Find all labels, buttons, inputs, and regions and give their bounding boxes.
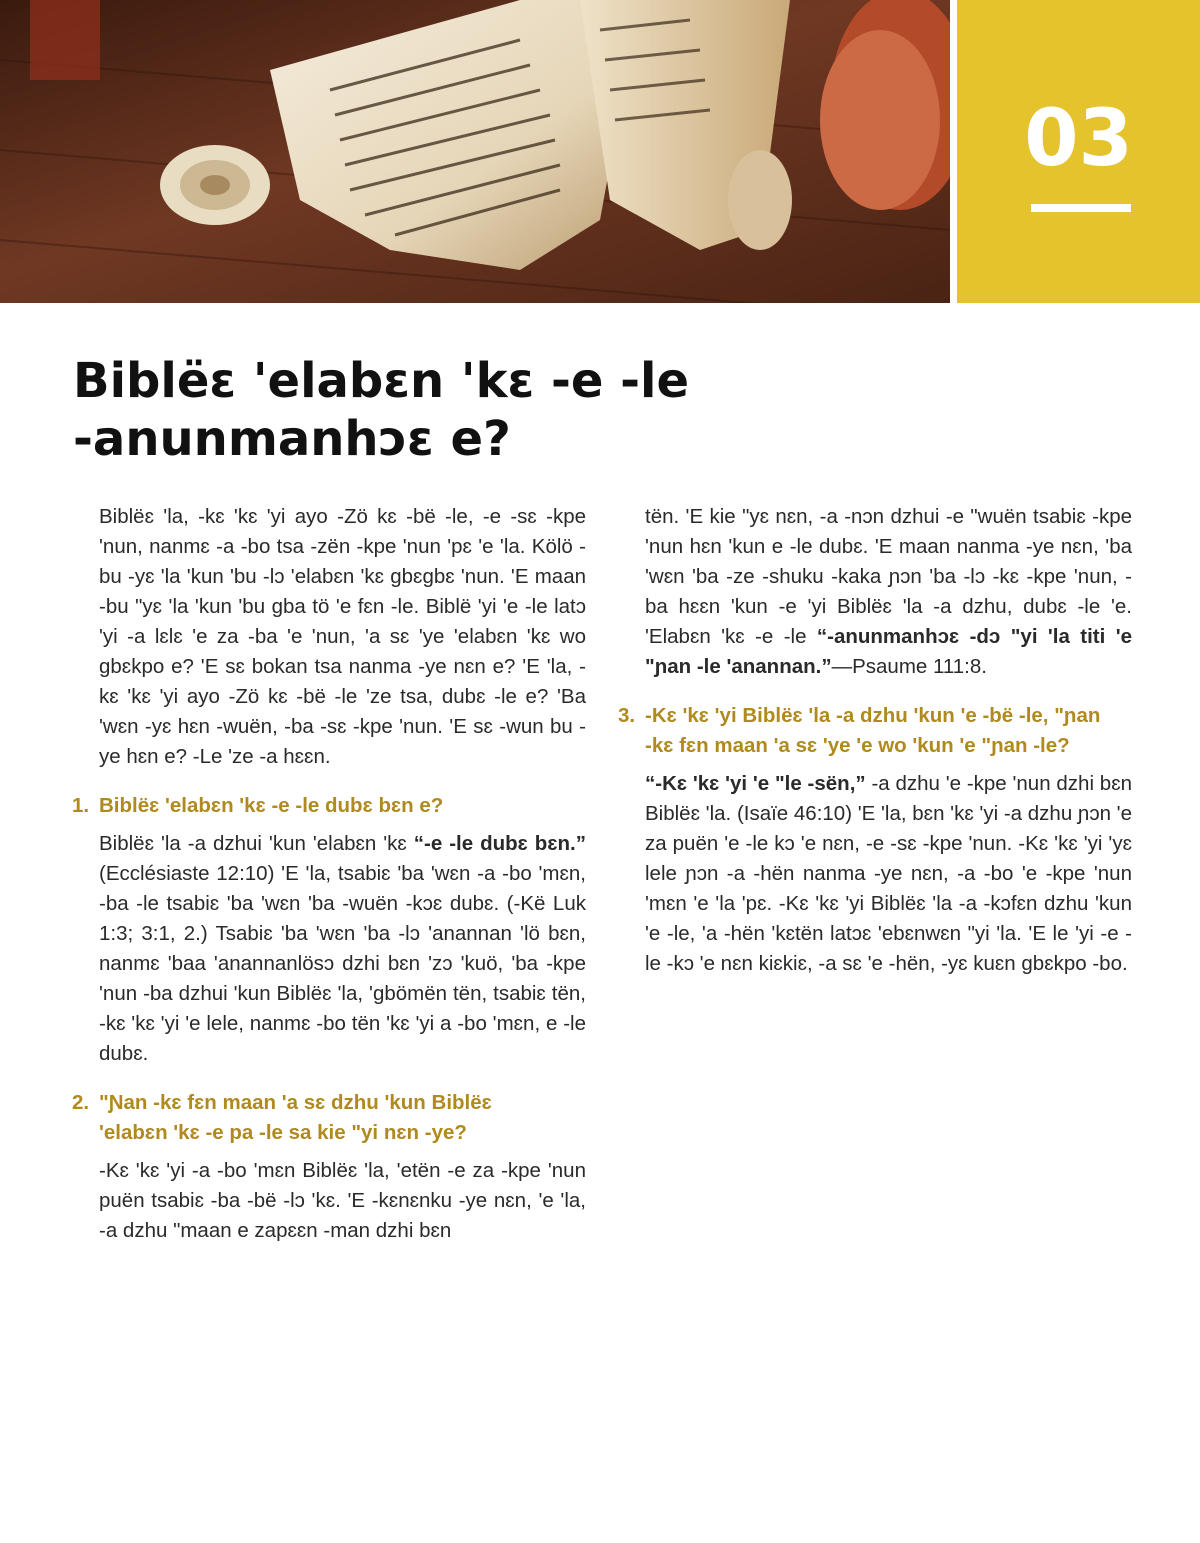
question-3-line-1: -Kɛ 'kɛ 'yi Biblëɛ 'la -a dzhu 'kun 'e -bë -le, "ɲan	[645, 704, 1101, 727]
question-1-number: 1.	[72, 794, 90, 817]
answer-1-quote: “-e -le dubɛ bɛn.”	[413, 832, 586, 855]
answer-2-quote: “-anunmanhɔɛ -dɔ "yi 'la titi 'e "ɲan -le 'anannan.”	[645, 625, 1132, 678]
answer-2-cont: tën. 'E kie "yɛ nɛn, -a -nɔn dzhui -e "wuën tsabiɛ -kpe 'nun hɛn 'kun e -le dubɛ. 'E maan nanma -ye nɛn, 'ba 'wɛn 'ba -ze -shuku -kaka ɲɔn 'ba -lɔ -kɛ -kpe 'nun, -ba hɛɛn 'kun -e 'yi Biblëɛ 'la -a dzhu, dubɛ -le 'e. 'Elabɛn 'kɛ -e -le	[645, 505, 1132, 648]
question-3	[618, 701, 1132, 761]
intro-paragraph: Biblëɛ 'la, -kɛ 'kɛ 'yi ayo -Zö kɛ -bë -le, -e -sɛ -kpe 'nun, nanmɛ -a -bo tsa -zën -kpe 'nun 'pɛ 'e 'la. Kölö -bu -yɛ 'la 'kun 'bu -lɔ 'elabɛn 'kɛ gbɛgbɛ 'nun. 'E maan -bu "yɛ 'la 'kun 'bu gba tö 'e fɛn -le. Biblë 'yi 'e -le latɔ 'yi -a lɛlɛ 'e za -ba 'e 'nun, 'a sɛ 'ye 'elabɛn 'kɛ wo gbɛkpo e? 'E sɛ bokan tsa nanma -ye nɛn e? 'E 'la, -kɛ 'kɛ 'yi ayo -Zö kɛ -bë -le 'ze tsa, dubɛ -le e? 'Ba 'wɛn -yɛ hɛn -wuën, -ba -sɛ -kpe 'nun. 'E sɛ -wun bu -ye hɛn e? -Le 'ze -a hɛɛn.	[99, 505, 586, 768]
question-2-line-2: 'elabɛn 'kɛ -e pa -le sa kie "yi nɛn -ye?	[99, 1121, 467, 1144]
answer-1-pre: Biblëɛ 'la -a dzhui 'kun 'elabɛn 'kɛ	[99, 832, 414, 855]
chapter-underline	[1031, 204, 1131, 212]
answer-1	[99, 829, 586, 1069]
scroll-image	[0, 0, 950, 303]
chapter-number: 03	[1024, 94, 1133, 184]
title-line-1: Biblëɛ 'elabɛn 'kɛ -e -le	[73, 353, 690, 409]
question-1	[72, 791, 586, 821]
question-2	[72, 1088, 586, 1148]
question-3-number: 3.	[618, 704, 636, 727]
answer-3-post: -a dzhu 'e -kpe 'nun dzhi bɛn Biblëɛ 'la. (Isaïe 46:10) 'E 'la, bɛn 'kɛ 'yi -a dzhu ɲɔn 'e za puën 'e -le kɔ 'e nɛn, -e -sɛ -kpe 'nun. -Kɛ 'kɛ 'yi 'yɛ lele ɲɔn -a -hën nanma -ye nɛn, -a -bo 'e -kpe 'nun 'mɛn 'e 'la 'pɛ. -Kɛ 'kɛ 'yi Biblëɛ 'la -a -kɔfɛn dzhu 'kun 'e -le, 'a -hën 'kɛtën latɔɛ 'ebɛnwɛn "yi 'la. 'E le 'yi -e -le -kɔ 'e nɛn kiɛkiɛ, -a sɛ 'e -hën, -yɛ kuɛn gbɛkpo -bo.	[645, 772, 1132, 975]
question-1-text: Biblëɛ 'elabɛn 'kɛ -e -le dubɛ bɛn e?	[99, 794, 444, 817]
right-column	[618, 502, 1132, 979]
answer-3-quote: “-Kɛ 'kɛ 'yi 'e "le -sën,”	[645, 772, 866, 795]
answer-2-part-2	[645, 502, 1132, 682]
answer-3	[645, 769, 1132, 979]
title-line-2: -anunmanhɔɛ e?	[73, 411, 511, 467]
question-2-line-1: "Ɲan -kɛ fɛn maan 'a sɛ dzhu 'kun Biblëɛ	[99, 1091, 492, 1114]
left-column	[72, 502, 586, 1246]
answer-2-part-1: -Kɛ 'kɛ 'yi -a -bo 'mɛn Biblëɛ 'la, 'etën -e za -kpe 'nun puën tsabiɛ -ba -bë -lɔ 'kɛ. 'E -kɛnɛnku -ye nɛn, 'e 'la, -a dzhu "maan e zapɛɛn -man dzhi bɛn	[99, 1159, 586, 1242]
scroll-illustration	[0, 0, 950, 303]
answer-1-post: (Ecclésiaste 12:10) 'E 'la, tsabiɛ 'ba 'wɛn -a -bo 'mɛn, -ba -le tsabiɛ 'ba 'wɛn 'ba -wuën -kɔɛ dubɛ. (-Kë Luk 1:3; 3:1, 2.) Tsabiɛ 'ba 'wɛn 'ba -lɔ 'anannan 'lö bɛn, nanmɛ 'baa 'anannanlösɔ dzhi bɛn 'zɔ 'kuö, 'ba -kpe 'nun -ba dzhui 'kun Biblëɛ 'la, 'gbömën tën, tsabiɛ tën, -kɛ 'kɛ 'yi 'e lele, nanmɛ -bo tën 'kɛ 'yi a -bo 'mɛn, e -le dubɛ.	[99, 862, 586, 1065]
chapter-badge	[957, 0, 1200, 303]
answer-2-post: —Psaume 111:8.	[831, 655, 987, 678]
page-title	[73, 352, 773, 468]
question-2-number: 2.	[72, 1091, 90, 1114]
question-3-line-2: -kɛ fɛn maan 'a sɛ 'ye 'e wo 'kun 'e "ɲan -le?	[645, 734, 1070, 757]
